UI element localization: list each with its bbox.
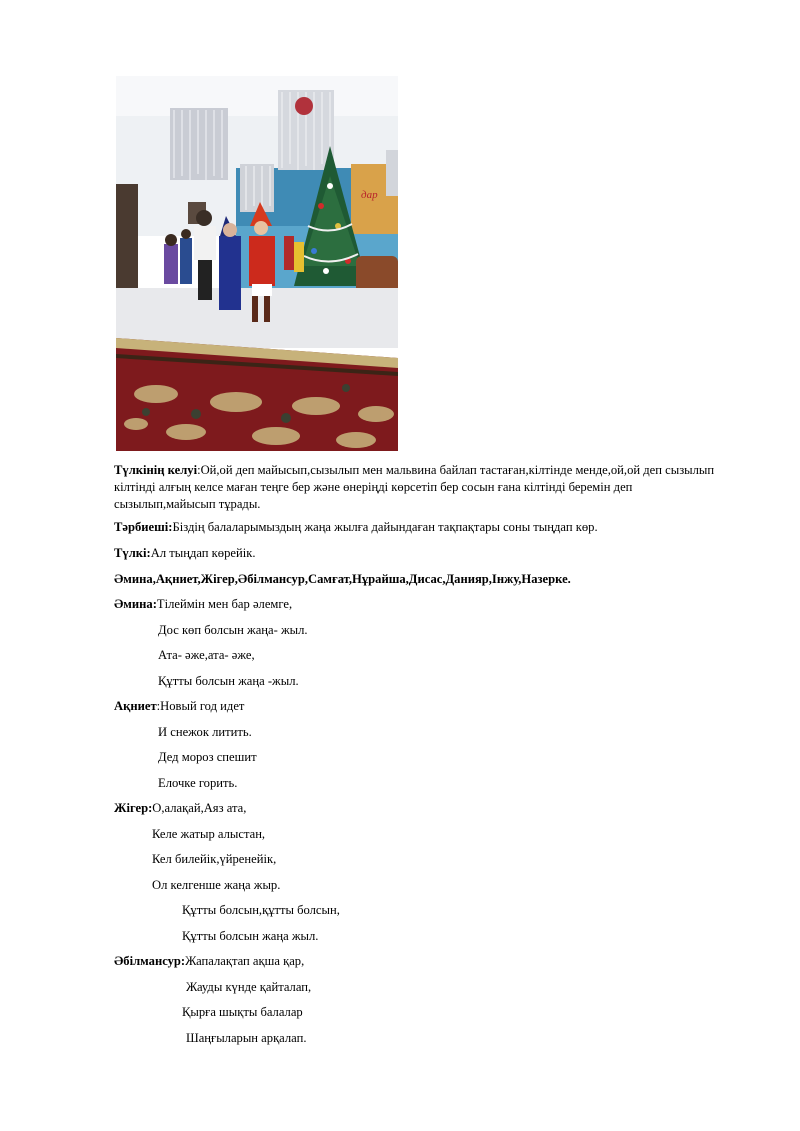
verse-line: :Новый год идет <box>156 699 245 713</box>
verse-line: Кел билейік,үйренейік, <box>152 852 277 866</box>
verse-line: Елочке горить. <box>158 776 238 790</box>
paragraph-text: Ал тыңдап көрейік. <box>150 546 256 560</box>
verse-line: Құтты болсын,құтты болсын, <box>182 903 340 917</box>
cast-names: Әмина,Ақниет,Жігер,Әбілмансур,Самғат,Нұрайша,Дисас,Данияр,Інжу,Назерке. <box>114 572 571 586</box>
verse-line: Жауды күнде қайталап, <box>186 980 312 994</box>
carpet <box>116 338 398 451</box>
verse-line: О,алақай,Аяз ата, <box>152 801 247 815</box>
paragraph-fox-arrival <box>114 462 726 513</box>
verse-line: Тілеймін мен бар әлемге, <box>156 597 293 611</box>
banner-text: дар <box>361 189 378 201</box>
verse-line: Құтты болсын жаңа жыл. <box>182 929 319 943</box>
speaker-label: Жігер: <box>114 801 153 815</box>
paragraph-fox <box>114 545 255 562</box>
verse-line: И снежок литить. <box>158 725 252 739</box>
verse-line: Дос көп болсын жаңа- жыл. <box>158 623 308 637</box>
verse-line: Құтты болсын жаңа -жыл. <box>158 674 299 688</box>
verse-line: Жапалақтап ақша қар, <box>185 954 305 968</box>
speaker-label: Тәрбиеші: <box>114 520 173 534</box>
separator: : <box>197 463 201 477</box>
photo-scene <box>116 76 398 451</box>
verse-line: Дед мороз спешит <box>158 750 257 764</box>
verse-line: Шаңғыларын арқалап. <box>186 1031 307 1045</box>
paragraph-teacher <box>114 519 598 536</box>
verse-first-line <box>114 800 246 817</box>
paragraph-text: Біздің балаларымыздың жаңа жылға дайындаған тақпақтары соны тыңдап көр. <box>172 520 598 534</box>
speaker-label: Әмина: <box>114 597 157 611</box>
verse-first-line <box>114 596 292 613</box>
verse-line: Келе жатыр алыстан, <box>152 827 266 841</box>
verse-line: Ол келгенше жаңа жыр. <box>152 878 281 892</box>
ceiling <box>116 76 398 116</box>
verse-first-line <box>114 953 304 970</box>
verse-first-line <box>114 698 244 715</box>
speaker-label: Түлкі: <box>114 546 151 560</box>
speaker-label: Ақниет <box>114 699 157 713</box>
speaker-label: Әбілмансур: <box>114 954 186 968</box>
speaker-label: Түлкінің келуі <box>114 463 198 477</box>
paragraph-text: Ой,ой деп майысып,сызылып мен мальвина байлап тастаған,кілтінде менде,ой,ой деп сызылып кілтінді алғың келсе маған теңге бер және өнеріңді көрсетіп бер сосын ғана кілтінді беремін деп сызылып,майысып тұрады. <box>114 463 715 511</box>
verse-line: Ата- әже,ата- әже, <box>158 648 255 662</box>
cast-list <box>114 571 571 588</box>
verse-line: Қырға шықты балалар <box>182 1005 303 1019</box>
photo-new-year-celebration <box>116 76 398 451</box>
